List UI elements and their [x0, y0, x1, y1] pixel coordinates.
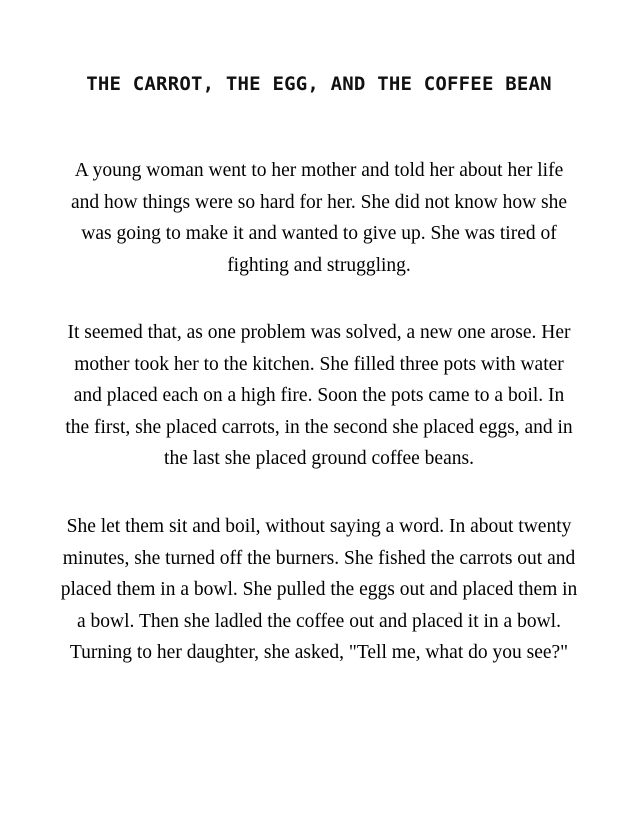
paragraph-2: It seemed that, as one problem was solved, a new one arose. Her mother took her to the kitchen. She filled three pots with water and placed each on a high fire. Soon the pots came to a boil. In the first, she placed carrots, in the second she placed eggs, and in the last she placed ground coffee beans. — [65, 322, 573, 470]
document-title: THE CARROT, THE EGG, AND THE COFFEE BEAN — [86, 73, 552, 95]
paragraph-3: She let them sit and boil, without saying a word. In about twenty minutes, she turned off the burners. She fished the carrots out and placed them in a bowl. She pulled the eggs out and placed them in a bowl. Then she ladled the coffee out and placed it in a bowl. Turning to her daughter, she asked, "Tell me, what do you see?" — [60, 516, 578, 664]
paragraph-1: A young woman went to her mother and told her about her life and how things were so hard for her. She did not know how she was going to make it and wanted to give up. She was tired of fighting and struggling. — [70, 160, 568, 276]
